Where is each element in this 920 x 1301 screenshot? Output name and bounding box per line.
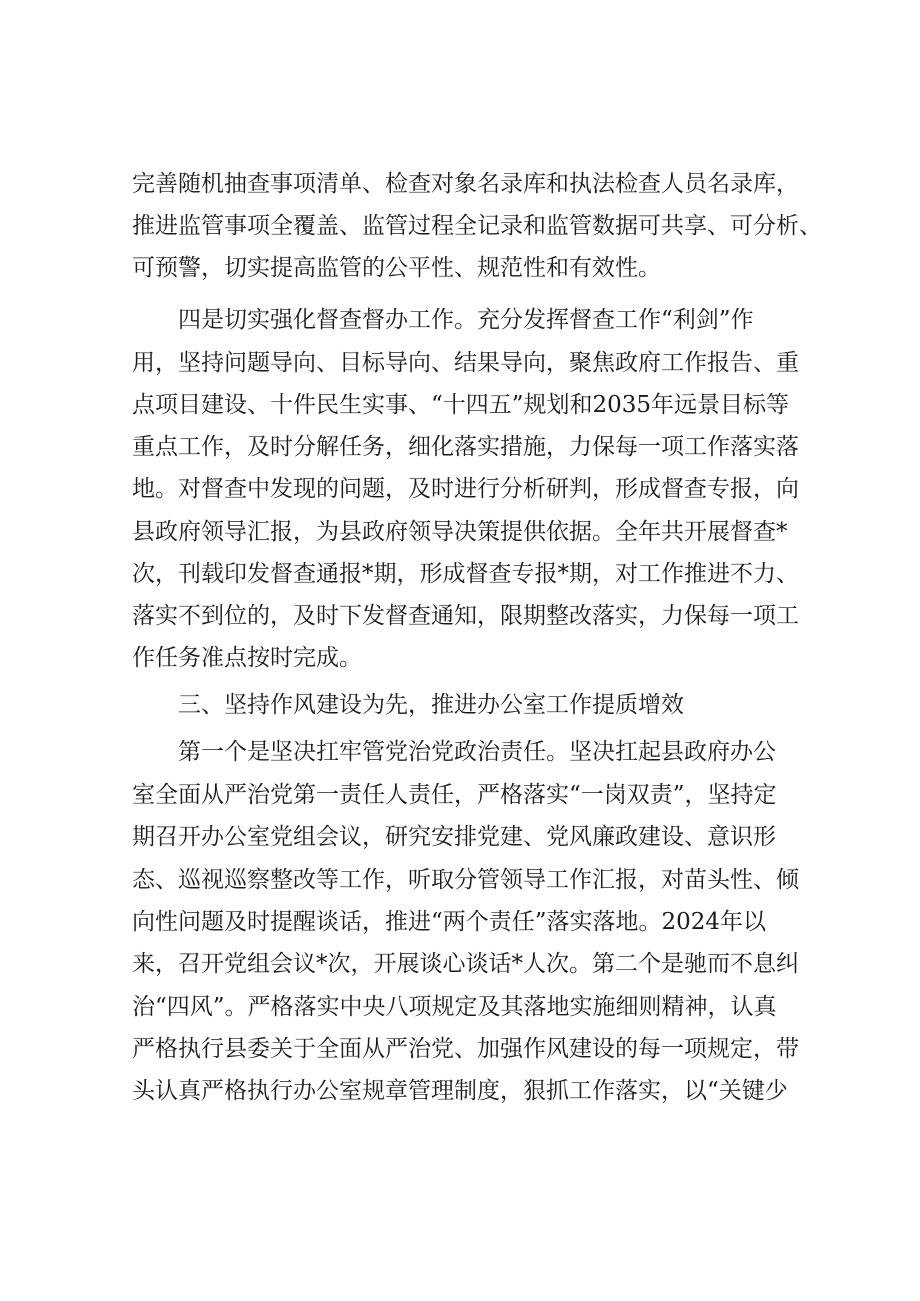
text-line: 地。对督查中发现的问题，及时进行分析研判，形成督查专报，向: [132, 476, 799, 502]
text-line: 用，坚持问题导向、目标导向、结果导向，聚焦政府工作报告、重: [132, 350, 799, 376]
text-line: 向性问题及时提醒谈话，推进“两个责任”落实落地。2024年以: [132, 909, 767, 935]
text-line: 推进监管事项全覆盖、监管过程全记录和监管数据可共享、可分析、: [132, 213, 822, 239]
text-line: 态、巡视巡察整改等工作，听取分管领导工作汇报，对苗头性、倾: [132, 867, 799, 893]
text-line: 头认真严格执行办公室规章管理制度，狠抓工作落实，以“关键少: [132, 1078, 788, 1104]
text-line: 严格执行县委关于全面从严治党、加强作风建设的每一项规定，带: [132, 1036, 799, 1062]
text-line: 室全面从严治党第一责任人责任，严格落实“一岗双责”，坚持定: [132, 782, 777, 808]
text-line: 县政府领导汇报，为县政府领导决策提供依据。全年共开展督查*: [132, 519, 788, 545]
text-line: 期召开办公室党组会议，研究安排党建、党风廉政建设、意识形: [132, 824, 776, 850]
text-line: 重点工作，及时分解任务，细化落实措施，力保每一项工作落实落: [132, 434, 799, 460]
text-line: 来，召开党组会议*次，开展谈心谈话*人次。第二个是驰而不息纠: [132, 951, 799, 977]
text-line: 完善随机抽查事项清单、检查对象名录库和执法检查人员名录库，: [132, 171, 799, 197]
text-line: 次，刊载印发督查通报*期，形成督查专报*期，对工作推进不力、: [132, 561, 799, 587]
section-heading: 三、坚持作风建设为先，推进办公室工作提质增效: [178, 692, 684, 718]
paragraph-start: 四是切实强化督查督办工作。充分发挥督查工作“利剑”作: [178, 307, 754, 333]
paragraph-start: 第一个是坚决扛牢管党治党政治责任。坚决扛起县政府办公: [178, 739, 776, 765]
text-line: 可预警，切实提高监管的公平性、规范性和有效性。: [132, 255, 661, 281]
text-line: 落实不到位的，及时下发督查通知，限期整改落实，力保每一项工: [132, 603, 799, 629]
text-line: 治“四风”。严格落实中央八项规定及其落地实施细则精神，认真: [132, 994, 777, 1020]
text-line: 作任务准点按时完成。: [132, 645, 362, 671]
text-line: 点项目建设、十件民生实事、“十四五”规划和2035年远景目标等: [132, 392, 790, 418]
